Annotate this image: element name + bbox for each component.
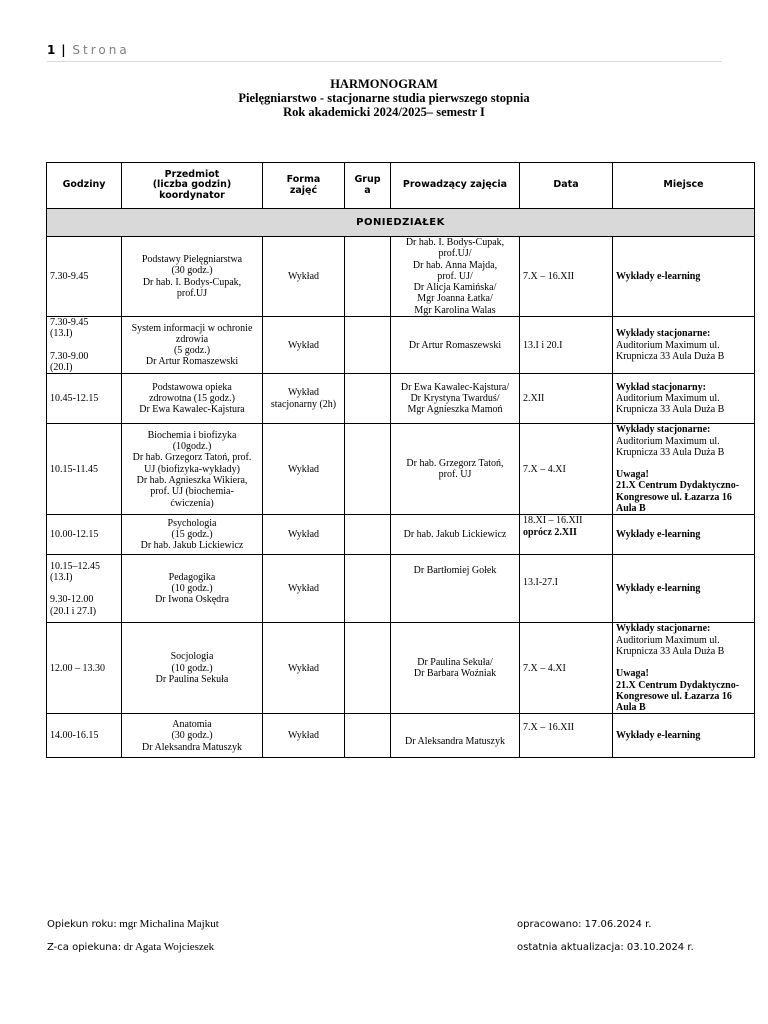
cell-hours [47,515,122,555]
cell-group [345,714,391,758]
table-row [47,424,755,515]
cell-subject [122,714,263,758]
title-main: HARMONOGRAM [330,77,438,91]
cell-line: Podstawy Pielęgniarstwa [141,253,243,265]
cell-line: Wykład [287,463,320,475]
table-header-row [47,163,755,209]
cell-line: Dr hab. Jakub Lickiewicz [140,540,244,552]
cell-line: Mgr Karolina Walas [414,304,496,316]
cell-line: (13.I) [50,328,73,340]
cell-line: 7.X – 4.XI [523,662,566,674]
line-gap [50,583,118,594]
cell-line: Mgr Agnieszka Mamoń [407,404,503,416]
cell-line: ćwiczenia) [170,497,214,509]
header-hours: Godziny [47,163,122,209]
cell-line: Wykład [287,387,320,399]
cell-group [345,623,391,714]
cell-line: Dr hab. I. Bodys-Cupak, [142,276,242,288]
document-titles [0,77,768,119]
cell-group [345,424,391,515]
cell-line: (10 godz.) [171,583,213,595]
cell-lecturer [391,515,520,555]
cell-subject [122,623,263,714]
cell-line: Pedagogika [168,571,216,583]
cell-line: (20.I i 27.I) [50,605,97,617]
cell-line: Podstawowa opieka [152,381,232,393]
cell-line: Dr hab. Agnieszka Wikiera, [136,474,248,486]
cell-line: Socjologia [170,651,214,663]
cell-line: (15 godz.) [171,529,213,541]
title-program: Pielęgniarstwo - stacjonarne studia pierwszego stopnia [238,91,530,105]
cell-line: Dr hab. Anna Majda, [412,259,498,271]
cell-line: Dr hab. Grzegorz Tatoń, prof. [132,452,252,464]
cell-form [263,237,345,317]
guardian-label: Opiekun roku: [47,919,117,930]
header-place: Miejsce [613,163,755,209]
cell-form [263,623,345,714]
header-group: Grup a [345,163,391,209]
page-header [47,43,722,62]
cell-line: Auditorium Maximum ul. [616,634,720,646]
cell-line: Biochemia i biofizyka [147,429,237,441]
cell-line: Wykład [287,339,320,351]
footer-guardians [47,913,219,959]
table-row [47,623,755,714]
deputy-label: Z-ca opiekuna: [47,942,122,953]
cell-date [520,714,613,758]
footer-dates [517,913,694,959]
cell-line: (30 godz.) [171,265,213,277]
cell-line: 12.00 – 13.30 [50,662,105,674]
cell-line: Wykłady e-learning [616,730,701,742]
cell-line: oprócz 2.XII [523,526,577,538]
cell-line: Wykład [287,270,320,282]
line-gap [616,657,751,668]
cell-form [263,714,345,758]
cell-place [613,317,755,374]
cell-line: prof. UJ/ [437,270,473,282]
cell-place [613,515,755,555]
cell-line: Uwaga! [616,668,649,680]
cell-line: Dr hab. I. Bodys-Cupak, [405,237,505,248]
cell-line: Dr Krystyna Twarduś/ [410,393,500,405]
cell-subject [122,317,263,374]
cell-group [345,237,391,317]
line-gap [50,340,118,351]
deputy-line [47,936,219,959]
cell-place [613,623,755,714]
cell-line: (30 godz.) [171,730,213,742]
day-row [47,209,755,237]
cell-line: Wykłady e-learning [616,270,701,282]
cell-line: 9.30-12.00 [50,594,94,606]
cell-line: Wykład [287,583,320,595]
cell-line: 10.45-12.15 [50,393,99,405]
cell-line: 7.30-9.45 [50,270,89,282]
cell-hours [47,374,122,424]
cell-hours [47,714,122,758]
header-date: Data [520,163,613,209]
cell-place [613,374,755,424]
cell-form [263,555,345,623]
cell-lecturer [391,623,520,714]
cell-group [345,555,391,623]
guardian-name: mgr Michalina Majkut [119,918,219,930]
cell-line: Dr Ewa Kawalec-Kajstura [139,404,245,416]
cell-line: Dr Aleksandra Matuszyk [142,741,242,753]
cell-line: Auditorium Maximum ul. [616,393,720,405]
schedule-table [46,162,755,758]
table-row [47,237,755,317]
cell-date [520,317,613,374]
cell-line: zdrowia [175,333,209,345]
cell-line: Dr Iwona Oskędra [155,594,229,606]
cell-hours [47,317,122,374]
cell-hours [47,623,122,714]
cell-subject [122,424,263,515]
page-word: Strona [72,43,130,57]
cell-line: 10.15–12.45 [50,560,100,572]
cell-lecturer [391,555,520,623]
cell-line: Auditorium Maximum ul. [616,435,720,447]
cell-line: (20.I) [50,361,73,373]
cell-date [520,237,613,317]
cell-line: 13.I-27.I [523,577,558,589]
cell-date [520,555,613,623]
cell-line: 7.30-9.45 [50,317,89,329]
cell-line: 7.X – 4.XI [523,463,566,475]
cell-line: 14.00-16.15 [50,730,99,742]
cell-line: Anatomia [172,718,212,730]
cell-subject [122,555,263,623]
table-row [47,515,755,555]
cell-line: Wykład stacjonarny: [616,381,706,393]
cell-line: 18.XI – 16.XII [523,515,583,527]
cell-line: 21.X Centrum Dydaktyczno- [616,480,740,492]
cell-line: 10.15-11.45 [50,463,98,475]
cell-line: Dr Aleksandra Matuszyk [405,736,505,748]
cell-line: Aula B [616,503,646,515]
cell-line: Dr Barbara Woźniak [413,668,497,680]
page-separator: | [61,43,66,57]
cell-line: Dr Paulina Sekuła/ [417,657,493,669]
cell-line: prof.UJ [176,287,208,299]
cell-line: Krupnicza 33 Aula Duża B [616,645,725,657]
cell-lecturer [391,714,520,758]
cell-line: (13.I) [50,572,73,584]
cell-group [345,374,391,424]
cell-form [263,515,345,555]
header-lecturer: Prowadzący zajęcia [391,163,520,209]
cell-line: Mgr Joanna Łatka/ [417,293,493,305]
cell-lecturer [391,424,520,515]
updated-date: ostatnia aktualizacja: 03.10.2024 r. [517,942,694,953]
cell-line: 2.XII [523,393,545,405]
header-form: Forma zajęć [263,163,345,209]
cell-place [613,237,755,317]
cell-subject [122,374,263,424]
page-number: 1 [47,43,56,57]
cell-line: Krupnicza 33 Aula Duża B [616,350,725,362]
guardian-line [47,913,219,936]
cell-place [613,424,755,515]
cell-line: 21.X Centrum Dydaktyczno- [616,679,740,691]
cell-line: Aula B [616,702,646,714]
cell-lecturer [391,317,520,374]
title-year: Rok akademicki 2024/2025– semestr I [283,105,485,119]
table-row [47,374,755,424]
cell-line: Wykład [287,730,320,742]
cell-line: Krupnicza 33 Aula Duża B [616,404,725,416]
line-gap [616,458,751,469]
table-row [47,714,755,758]
cell-form [263,317,345,374]
day-name: PONIEDZIAŁEK [47,209,755,237]
header-subject: Przedmiot (liczba godzin) koordynator [122,163,263,209]
cell-date [520,515,613,555]
cell-line: Dr hab. Grzegorz Tatoń, [406,458,504,469]
cell-lecturer [391,374,520,424]
cell-line: Wykład [287,662,320,674]
cell-line: Dr Paulina Sekuła [155,674,229,686]
cell-line: prof.UJ/ [438,248,472,260]
cell-line: prof. UJ (biochemia- [150,486,234,498]
cell-line: 7.30-9.00 [50,350,89,362]
cell-line: Dr Alicja Kamińska/ [413,282,497,294]
cell-hours [47,424,122,515]
cell-line: Wykład [287,529,320,541]
cell-line: Dr hab. Jakub Lickiewicz [403,529,507,541]
cell-line: Wykłady e-learning [616,529,701,541]
cell-line: Kongresowe ul. Łazarza 16 [616,690,732,702]
cell-line: Dr Ewa Kawalec-Kajstura/ [400,381,510,393]
cell-line: Auditorium Maximum ul. [616,339,720,351]
cell-line: 10.00-12.15 [50,529,99,541]
cell-line: Dr Bartłomiej Gołek [413,565,497,577]
prepared-date: opracowano: 17.06.2024 r. [517,919,652,930]
cell-line: (10godz.) [172,441,212,453]
cell-line: 13.I i 20.I [523,339,563,351]
table-row [47,317,755,374]
deputy-name: dr Agata Wojcieszek [123,941,215,953]
cell-line: Krupnicza 33 Aula Duża B [616,446,725,458]
cell-line: (10 godz.) [171,662,213,674]
cell-place [613,555,755,623]
cell-line: Wykłady stacjonarne: [616,328,711,340]
cell-line: zdrowotna (15 godz.) [149,393,235,405]
cell-line: Wykłady e-learning [616,583,701,595]
cell-line: 7.X – 16.XII [523,722,575,734]
cell-line: stacjonarny (2h) [270,398,337,410]
cell-line: Wykłady stacjonarne: [616,623,711,635]
cell-line: System informacji w ochronie [131,322,253,334]
cell-date [520,374,613,424]
cell-group [345,317,391,374]
cell-group [345,515,391,555]
cell-subject [122,515,263,555]
cell-hours [47,237,122,317]
cell-line: prof. UJ [438,469,472,481]
cell-line: UJ (biofizyka-wykłady) [144,463,240,475]
cell-line: Dr Artur Romaszewski [408,339,502,351]
cell-form [263,374,345,424]
cell-line: Wykłady stacjonarne: [616,424,711,436]
cell-subject [122,237,263,317]
cell-line: (5 godz.) [173,345,211,357]
table-row [47,555,755,623]
cell-line: 7.X – 16.XII [523,270,575,282]
cell-line: Uwaga! [616,469,649,481]
cell-line: Kongresowe ul. Łazarza 16 [616,491,732,503]
cell-place [613,714,755,758]
cell-date [520,623,613,714]
cell-form [263,424,345,515]
cell-lecturer [391,237,520,317]
cell-date [520,424,613,515]
cell-line: Dr Artur Romaszewski [145,356,239,368]
cell-hours [47,555,122,623]
cell-line: Psychologia [167,517,217,529]
